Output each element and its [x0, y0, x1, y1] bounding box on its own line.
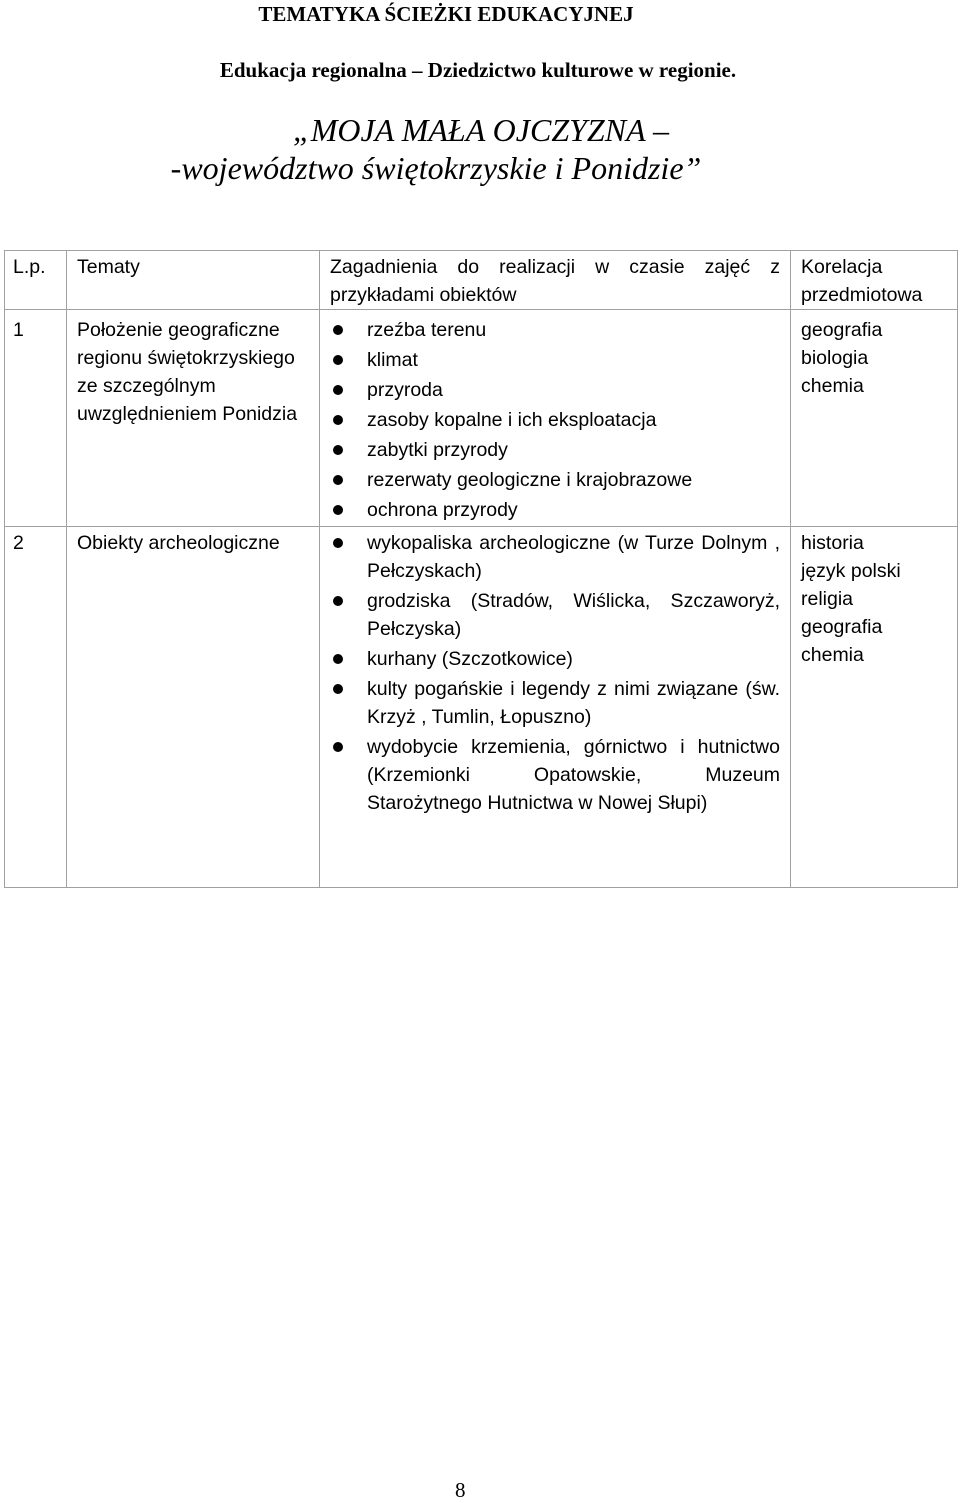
bullet-icon	[333, 654, 343, 664]
list-item	[330, 496, 780, 524]
bullet-icon	[333, 742, 343, 752]
topic-title-line1: „MOJA MAŁA OJCZYZNA –	[292, 112, 670, 148]
row-number: 1	[5, 310, 67, 527]
list-item	[330, 406, 780, 434]
list-item	[330, 466, 780, 494]
list-item	[330, 316, 780, 344]
row-topic-text: Obiekty archeologiczne	[77, 532, 280, 554]
list-item-text: przyroda	[367, 379, 443, 401]
topics-table	[4, 250, 958, 888]
list-item-text: zabytki przyrody	[367, 439, 508, 461]
list-item-text: wykopaliska archeologiczne (w Turze Dolnym , Pełczyskach)	[367, 532, 780, 582]
bullet-icon	[333, 505, 343, 515]
header-tematy: Tematy	[67, 251, 320, 310]
row-topic	[67, 310, 320, 527]
row-correlation	[791, 527, 958, 888]
bullet-icon	[333, 538, 343, 548]
list-item-text: kurhany (Szczotkowice)	[367, 648, 573, 670]
list-item-text: ochrona przyrody	[367, 499, 518, 521]
row-correlation	[791, 310, 958, 527]
correlation-list	[801, 316, 953, 400]
issues-list	[330, 529, 780, 817]
correlation-list	[801, 529, 953, 669]
bullet-icon	[333, 445, 343, 455]
list-item-text: kulty pogańskie i legendy z nimi związane (św. Krzyż , Tumlin, Łopuszno)	[367, 678, 780, 728]
correlation-subject: język polski	[801, 560, 901, 582]
issues-list	[330, 316, 780, 524]
row-topic-text: Położenie geograficzne regionu świętokrzyskiego ze szczególnym uwzględnieniem Ponidzia	[77, 319, 298, 425]
header-korelacja-line1: Korelacja	[801, 256, 883, 278]
list-item	[330, 587, 780, 643]
bullet-icon	[333, 355, 343, 365]
document-subheading: Edukacja regionalna – Dziedzictwo kulturowe w regionie.	[219, 58, 737, 82]
list-item	[330, 529, 780, 585]
list-item-text: rezerwaty geologiczne i krajobrazowe	[367, 469, 693, 491]
bullet-icon	[333, 684, 343, 694]
list-item-text: grodziska (Stradów, Wiślicka, Szczaworyż, Pełczyska)	[367, 590, 780, 640]
header-zagadnienia: Zagadnienia do realizacji w czasie zajęć z przykładami obiektów	[320, 251, 791, 310]
list-item-text: zasoby kopalne i ich eksploatacja	[367, 409, 657, 431]
correlation-subject: biologia	[801, 347, 869, 369]
topic-title-line2: -województwo świętokrzyskie i Ponidzie”	[170, 150, 702, 186]
bullet-icon	[333, 596, 343, 606]
correlation-subject: chemia	[801, 644, 864, 666]
document-heading: TEMATYKA ŚCIEŻKI EDUKACYJNEJ	[258, 2, 634, 26]
table-row	[5, 527, 958, 888]
list-item-text: klimat	[367, 349, 418, 371]
row-issues	[320, 310, 791, 527]
row-topic	[67, 527, 320, 888]
list-item-text: rzeźba terenu	[367, 319, 487, 341]
bullet-icon	[333, 325, 343, 335]
bullet-icon	[333, 415, 343, 425]
list-item	[330, 675, 780, 731]
list-item	[330, 733, 780, 817]
header-lp: L.p.	[5, 251, 67, 310]
list-item	[330, 346, 780, 374]
list-item	[330, 436, 780, 464]
correlation-subject: historia	[801, 532, 864, 554]
list-item-text: wydobycie krzemienia, górnictwo i hutnictwo (Krzemionki Opatowskie, Muzeum Starożytnego Hutnictwa w Nowej Słupi)	[367, 736, 780, 814]
header-korelacja	[791, 251, 958, 310]
correlation-subject: chemia	[801, 375, 864, 397]
bullet-icon	[333, 475, 343, 485]
row-number: 2	[5, 527, 67, 888]
correlation-subject: geografia	[801, 319, 883, 341]
page-number: 8	[455, 1478, 466, 1502]
table-header-row	[5, 251, 958, 310]
list-item	[330, 376, 780, 404]
table-row	[5, 310, 958, 527]
correlation-subject: geografia	[801, 616, 883, 638]
list-item	[330, 645, 780, 673]
row-issues	[320, 527, 791, 888]
bullet-icon	[333, 385, 343, 395]
correlation-subject: religia	[801, 588, 854, 610]
header-korelacja-line2: przedmiotowa	[801, 284, 923, 306]
